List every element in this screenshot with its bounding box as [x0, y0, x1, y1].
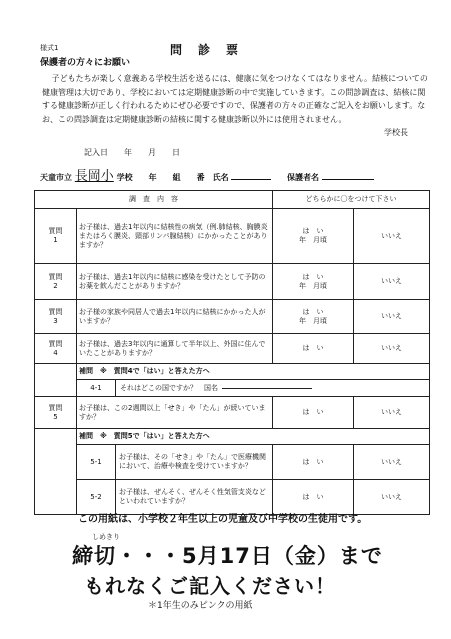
q4-label: 質問 4 — [35, 334, 77, 364]
supp5-1-text: お子様は、その「せき」や「たん」で医療機関において、治療や検査を受けていますか？ — [119, 453, 266, 470]
q1-yes[interactable]: は い 年 月頃 — [273, 209, 354, 264]
q1-no[interactable]: いいえ — [354, 209, 430, 264]
intro-paragraph: 子どもたちが楽しく意義ある学校生活を送るには、健康に気をつけなくてはなりません。結核についての健康管理は大切であり、学校においては定期健康診断の中で実施していきます。この問診調査は、結核に関する健康診断が正しく行われるためにぜひ必要ですので、保護者の方々の正確なご記入をお願いします。なお、この問診調査は定期健康診断の結核に関する健康診断以外には使用されません。 — [42, 74, 428, 124]
q1-text: お子様は、過去1年以内に結核性の病気（例.肺結核、胸膜炎またはろく膜炎、頸部リンパ腺結核）にかかったことがありますか？ — [77, 209, 273, 264]
supp5-1-no[interactable]: いいえ — [354, 445, 430, 480]
supp5-1-yes[interactable]: は い — [273, 445, 354, 480]
school-suffix: 学校 年 組 番 氏名 — [116, 173, 229, 182]
table-row — [35, 264, 430, 300]
q5-no[interactable]: いいえ — [354, 397, 430, 429]
q3-text: お子様の家族や同居人で過去1年以内に結核にかかった人がいますか？ — [77, 300, 273, 334]
signer: 学校長 — [384, 128, 408, 137]
date-line: 記入日 年 月 日 — [84, 148, 180, 157]
intro-text — [42, 72, 428, 126]
q2-label: 質問 2 — [35, 264, 77, 300]
school-line — [40, 169, 435, 184]
supp5-1-label: 5-1 — [77, 445, 116, 479]
deadline-ruby: しめきり — [92, 533, 120, 541]
supp4-text: それはどこの国ですか？ 国名 — [120, 383, 218, 392]
supp5-2-label: 5-2 — [77, 480, 116, 514]
supp5-2-yes[interactable]: は い — [273, 480, 354, 515]
salutation: 保護者の方々にお願い — [40, 58, 131, 68]
supp5-2-text: お子様は、ぜんそく、ぜんそく性気管支炎などといわれていますか？ — [119, 488, 266, 505]
supp5-header: 補問 ※ 質問5で「はい」と答えた方へ — [77, 429, 430, 445]
page-title: 問 診 票 — [170, 43, 241, 57]
header-content: 調 査 内 容 — [35, 191, 273, 209]
q2-yes[interactable]: は い 年 月頃 — [273, 264, 354, 300]
q3-no[interactable]: いいえ — [354, 300, 430, 334]
table-row — [35, 334, 430, 364]
q5-text: お子様は、この2週間以上「せき」や「たん」が続いていますか？ — [77, 397, 273, 429]
form-id: 様式1 — [40, 44, 59, 52]
footer-note: この用紙は、小学校２年生以上の児童及び中学校の生徒用です。 — [78, 514, 368, 525]
q2-no[interactable]: いいえ — [354, 264, 430, 300]
q4-text: お子様は、過去3年以内に通算して半年以上、外国に住んでいたことがありますか？ — [77, 334, 273, 364]
supp4-row[interactable] — [77, 380, 430, 397]
country-field[interactable] — [222, 388, 312, 389]
questionnaire-table — [34, 190, 430, 515]
plea: もれなくご記入ください！ — [84, 574, 336, 598]
school-name: 長岡小 — [74, 169, 114, 184]
supp5-2-no[interactable]: いいえ — [354, 480, 430, 515]
q1-label: 質問 1 — [35, 209, 77, 264]
pink-note: ＊1年生のみピンクの用紙 — [148, 601, 253, 611]
table-row — [35, 445, 430, 480]
supp4-label: 4-1 — [77, 380, 116, 396]
q2-text: お子様は、過去1年以内に結核に感染を受けたとして予防のお薬を飲んだことがありますか？ — [77, 264, 273, 300]
q3-yes[interactable]: は い 年 月頃 — [273, 300, 354, 334]
table-row — [35, 397, 430, 429]
q3-label: 質問 3 — [35, 300, 77, 334]
school-prefix: 天童市立 — [40, 173, 72, 182]
table-row — [35, 209, 430, 264]
supp4-header: 補問 ※ 質問4で「はい」と答えた方へ — [77, 364, 430, 380]
q5-label: 質問 5 — [35, 397, 77, 429]
q4-no[interactable]: いいえ — [354, 334, 430, 364]
q4-yes[interactable]: は い — [273, 334, 354, 364]
q5-yes[interactable]: は い — [273, 397, 354, 429]
table-row — [35, 300, 430, 334]
deadline: 締切・・・5月17日（金）まで — [72, 544, 383, 568]
guardian-label: 保護者名 — [287, 173, 319, 182]
header-answer: どちらかに〇をつけて下さい — [273, 191, 430, 209]
